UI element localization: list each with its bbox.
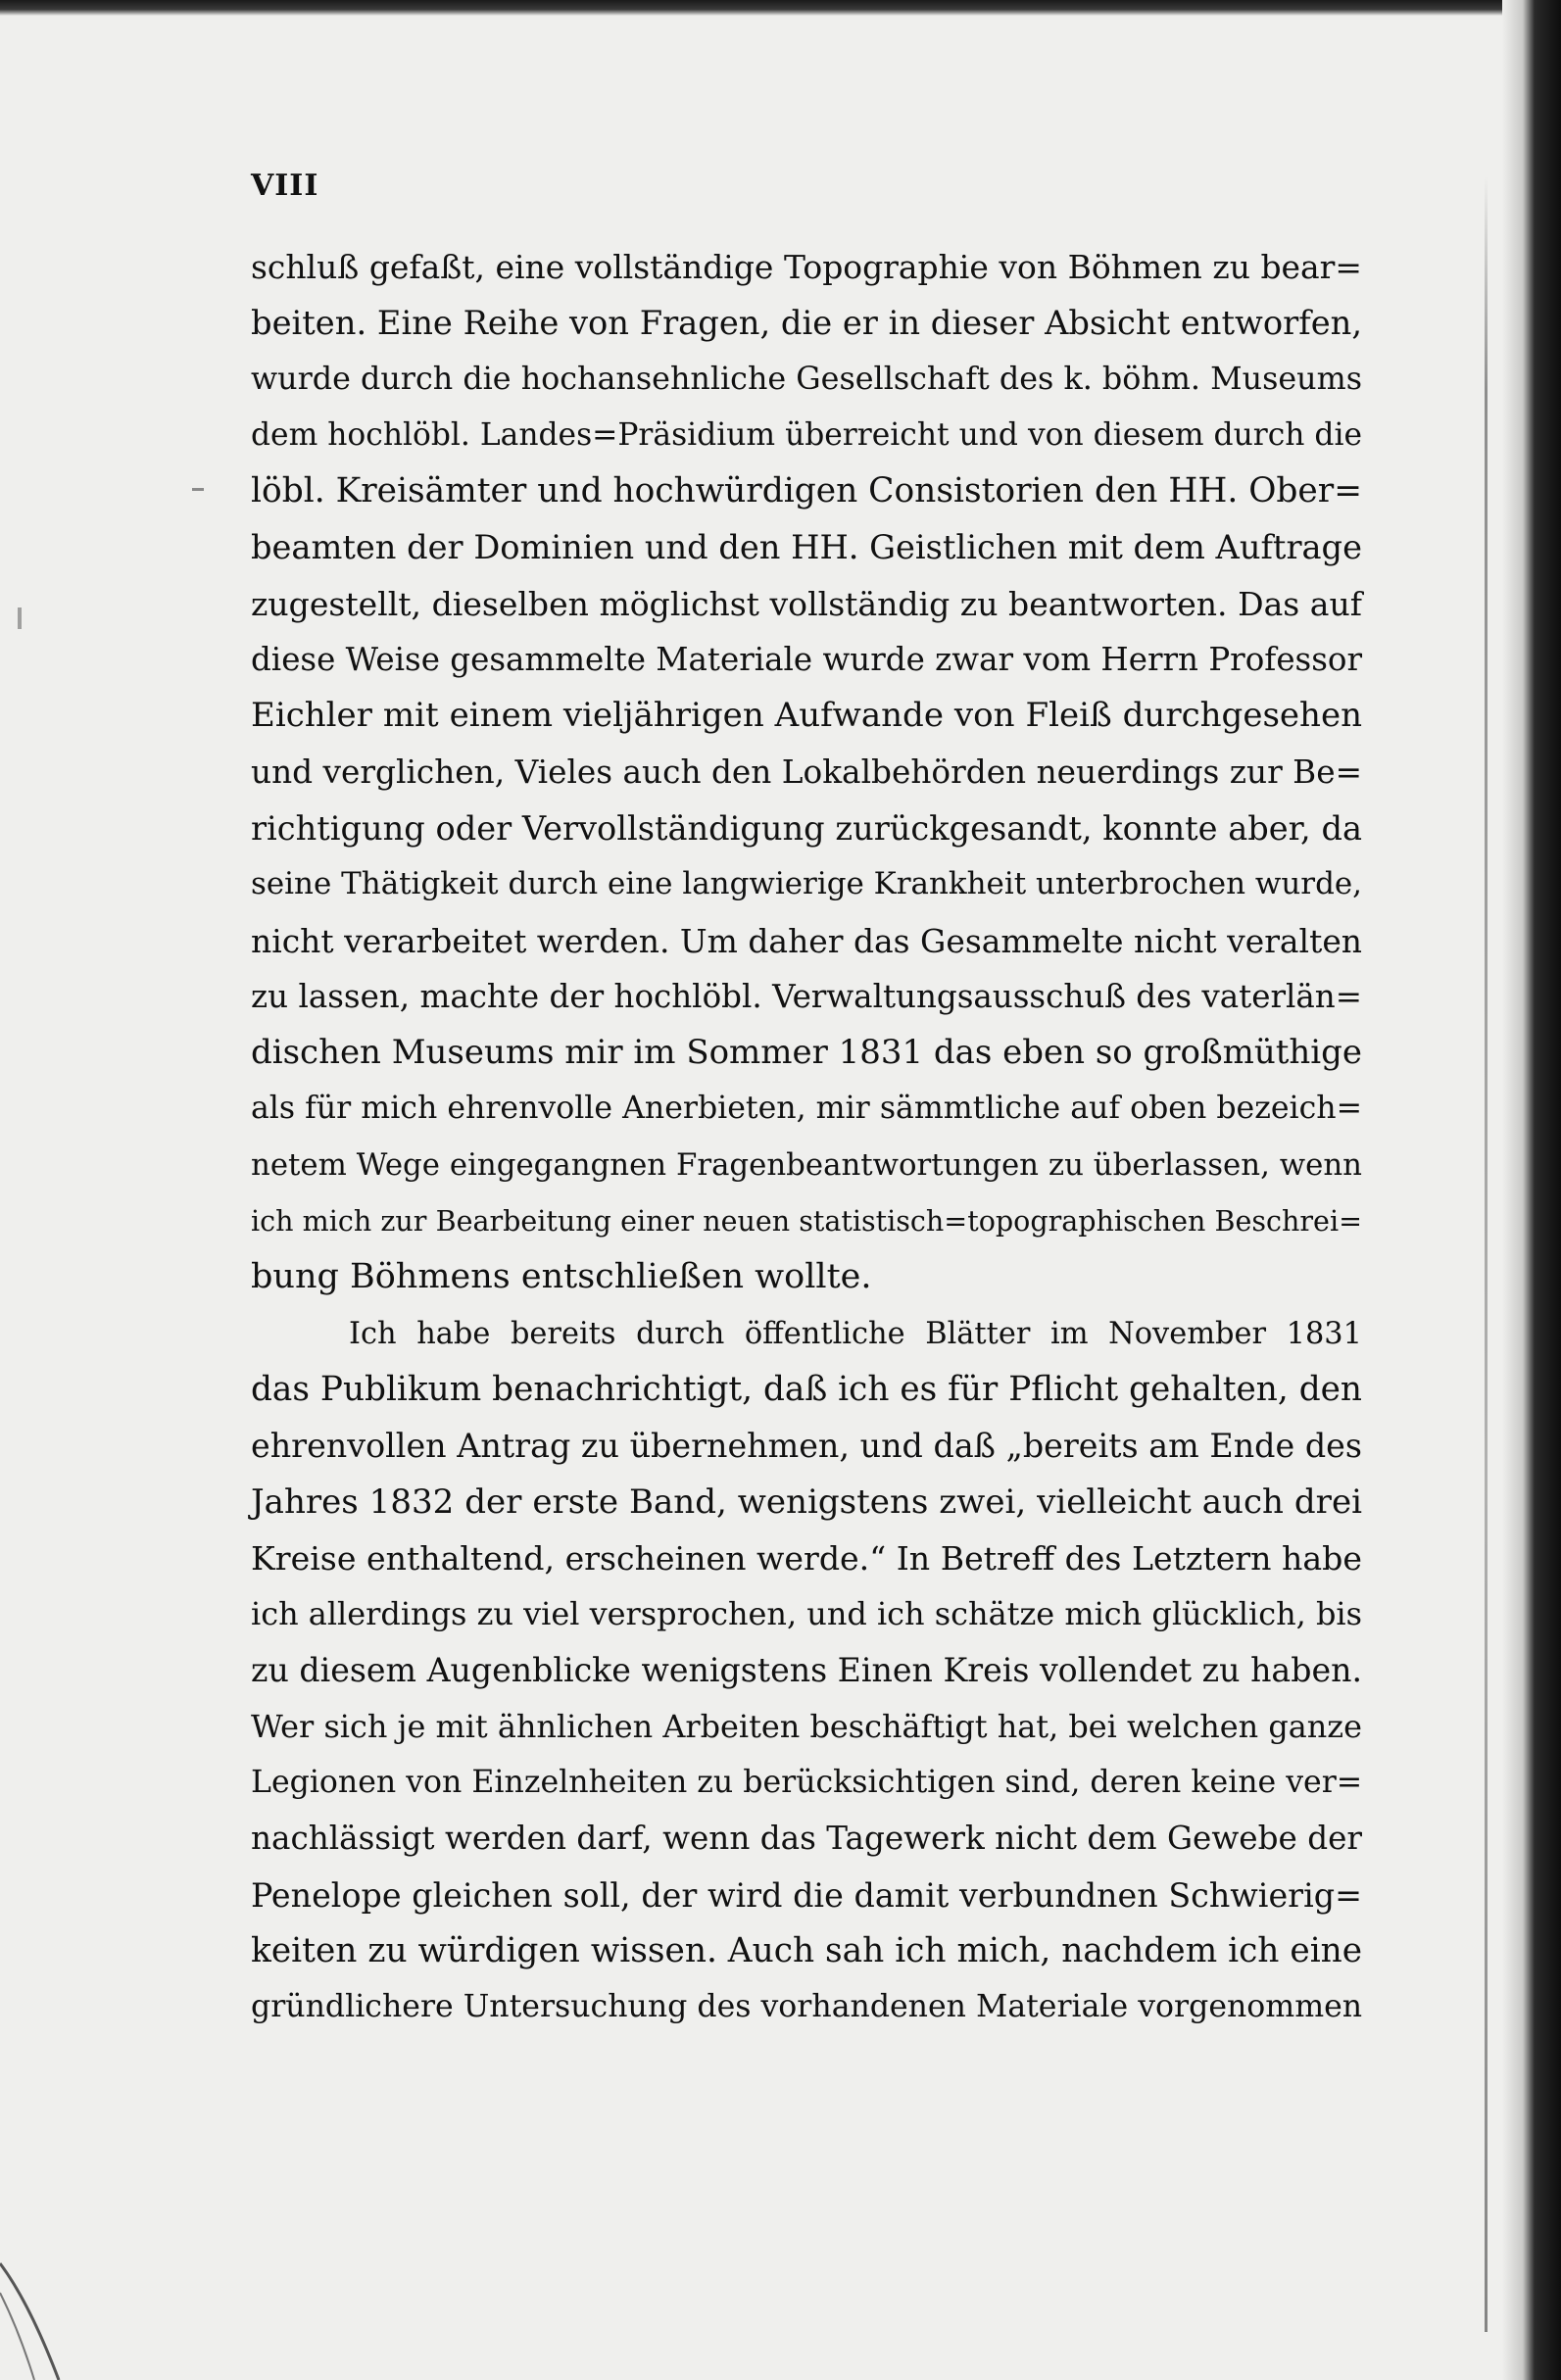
text-line: zu diesem Augenblicke wenigstens Einen Kreis vollendet zu haben. [251,1651,1362,1690]
text-line: beamten der Dominien und den HH. Geistlichen mit dem Auftrage [251,528,1362,567]
text-line: nicht verarbeitet werden. Um daher das Gesammelte nicht veralten [251,921,1362,960]
text-line: zugestellt, dieselben möglichst vollständig zu beantworten. Das auf [251,584,1362,623]
page-corner-curl [0,2244,78,2380]
text-line: ich mich zur Bearbeitung einer neuen statistisch=topographischen Beschrei= [251,1204,1362,1239]
text-line: richtigung oder Vervollständigung zurückgesandt, konnte aber, da [251,808,1362,848]
text-line: gründlichere Untersuchung des vorhandenen Materiale vorgenommen [251,1989,1363,2025]
text-line: keiten zu würdigen wissen. Auch sah ich mich, nachdem ich eine [251,1930,1363,1970]
scan-mark [192,488,204,491]
text-line: Eichler mit einem vieljährigen Aufwande von Fleiß durchgesehen [251,696,1362,736]
text-line: zu lassen, machte der hochlöbl. Verwaltungsausschuß des vaterlän= [251,977,1362,1015]
paragraph-2 [251,1306,1362,2036]
scan-speck [18,607,22,629]
text-line: löbl. Kreisämter und hochwürdigen Consistorien den HH. Ober= [251,471,1362,511]
text-line: nachlässigt werden darf, wenn das Tagewerk nicht dem Gewebe der [251,1820,1362,1858]
text-line: seine Thätigkeit durch eine langwierige Krankheit unterbrochen wurde, [251,866,1362,902]
text-line: Legionen von Einzelnheiten zu berücksichtigen sind, deren keine ver= [251,1765,1363,1801]
text-line: ehrenvollen Antrag zu übernehmen, und daß „bereits am Ende des [251,1427,1362,1466]
text-line: ich allerdings zu viel versprochen, und ich schätze mich glücklich, bis [251,1595,1362,1633]
text-line: und verglichen, Vieles auch den Lokalbehörden neuerdings zur Be= [251,753,1362,791]
scan-right-border [1502,0,1561,2380]
text-line: wurde durch die hochansehnliche Gesellschaft des k. böhm. Museums [251,361,1362,397]
text-line: Kreise enthaltend, erscheinen werde.“ In Betreff des Letztern habe [251,1538,1362,1578]
text-line: dischen Museums mir im Sommer 1831 das eben so großmüthige [251,1033,1362,1073]
text-line: schluß gefaßt, eine vollständige Topographie von Böhmen zu bear= [251,248,1362,286]
text-line: Jahres 1832 der erste Band, wenigstens zwei, vielleicht auch drei [251,1481,1362,1522]
page-fold-shadow [1485,176,1488,2332]
text-line: bung Böhmens entschließen wollte. [251,1257,872,1297]
text-line: als für mich ehrenvolle Anerbieten, mir sämmtliche auf oben bezeich= [251,1091,1362,1127]
text-line: beiten. Eine Reihe von Fragen, die er in dieser Absicht entworfen, [251,304,1363,343]
paragraph-1 [251,239,1362,1306]
text-line: das Publikum benachrichtigt, daß ich es für Pflicht gehalten, den [251,1369,1362,1409]
text-line: Wer sich je mit ähnlichen Arbeiten beschäftigt hat, bei welchen ganze [251,1707,1362,1745]
body-text [251,239,1362,2036]
text-line: Ich habe bereits durch öffentliche Blätter im November 1831 [349,1316,1362,1351]
text-line: diese Weise gesammelte Materiale wurde zwar vom Herrn Professor [251,641,1363,679]
text-line: Penelope gleichen soll, der wird die damit verbundnen Schwierig= [251,1875,1362,1915]
page-number: VIII [251,169,319,203]
scan-top-border [0,0,1561,16]
text-line: netem Wege eingegangnen Fragenbeantwortungen zu überlassen, wenn [251,1146,1362,1183]
text-line: dem hochlöbl. Landes=Präsidium überreicht und von diesem durch die [251,416,1362,453]
